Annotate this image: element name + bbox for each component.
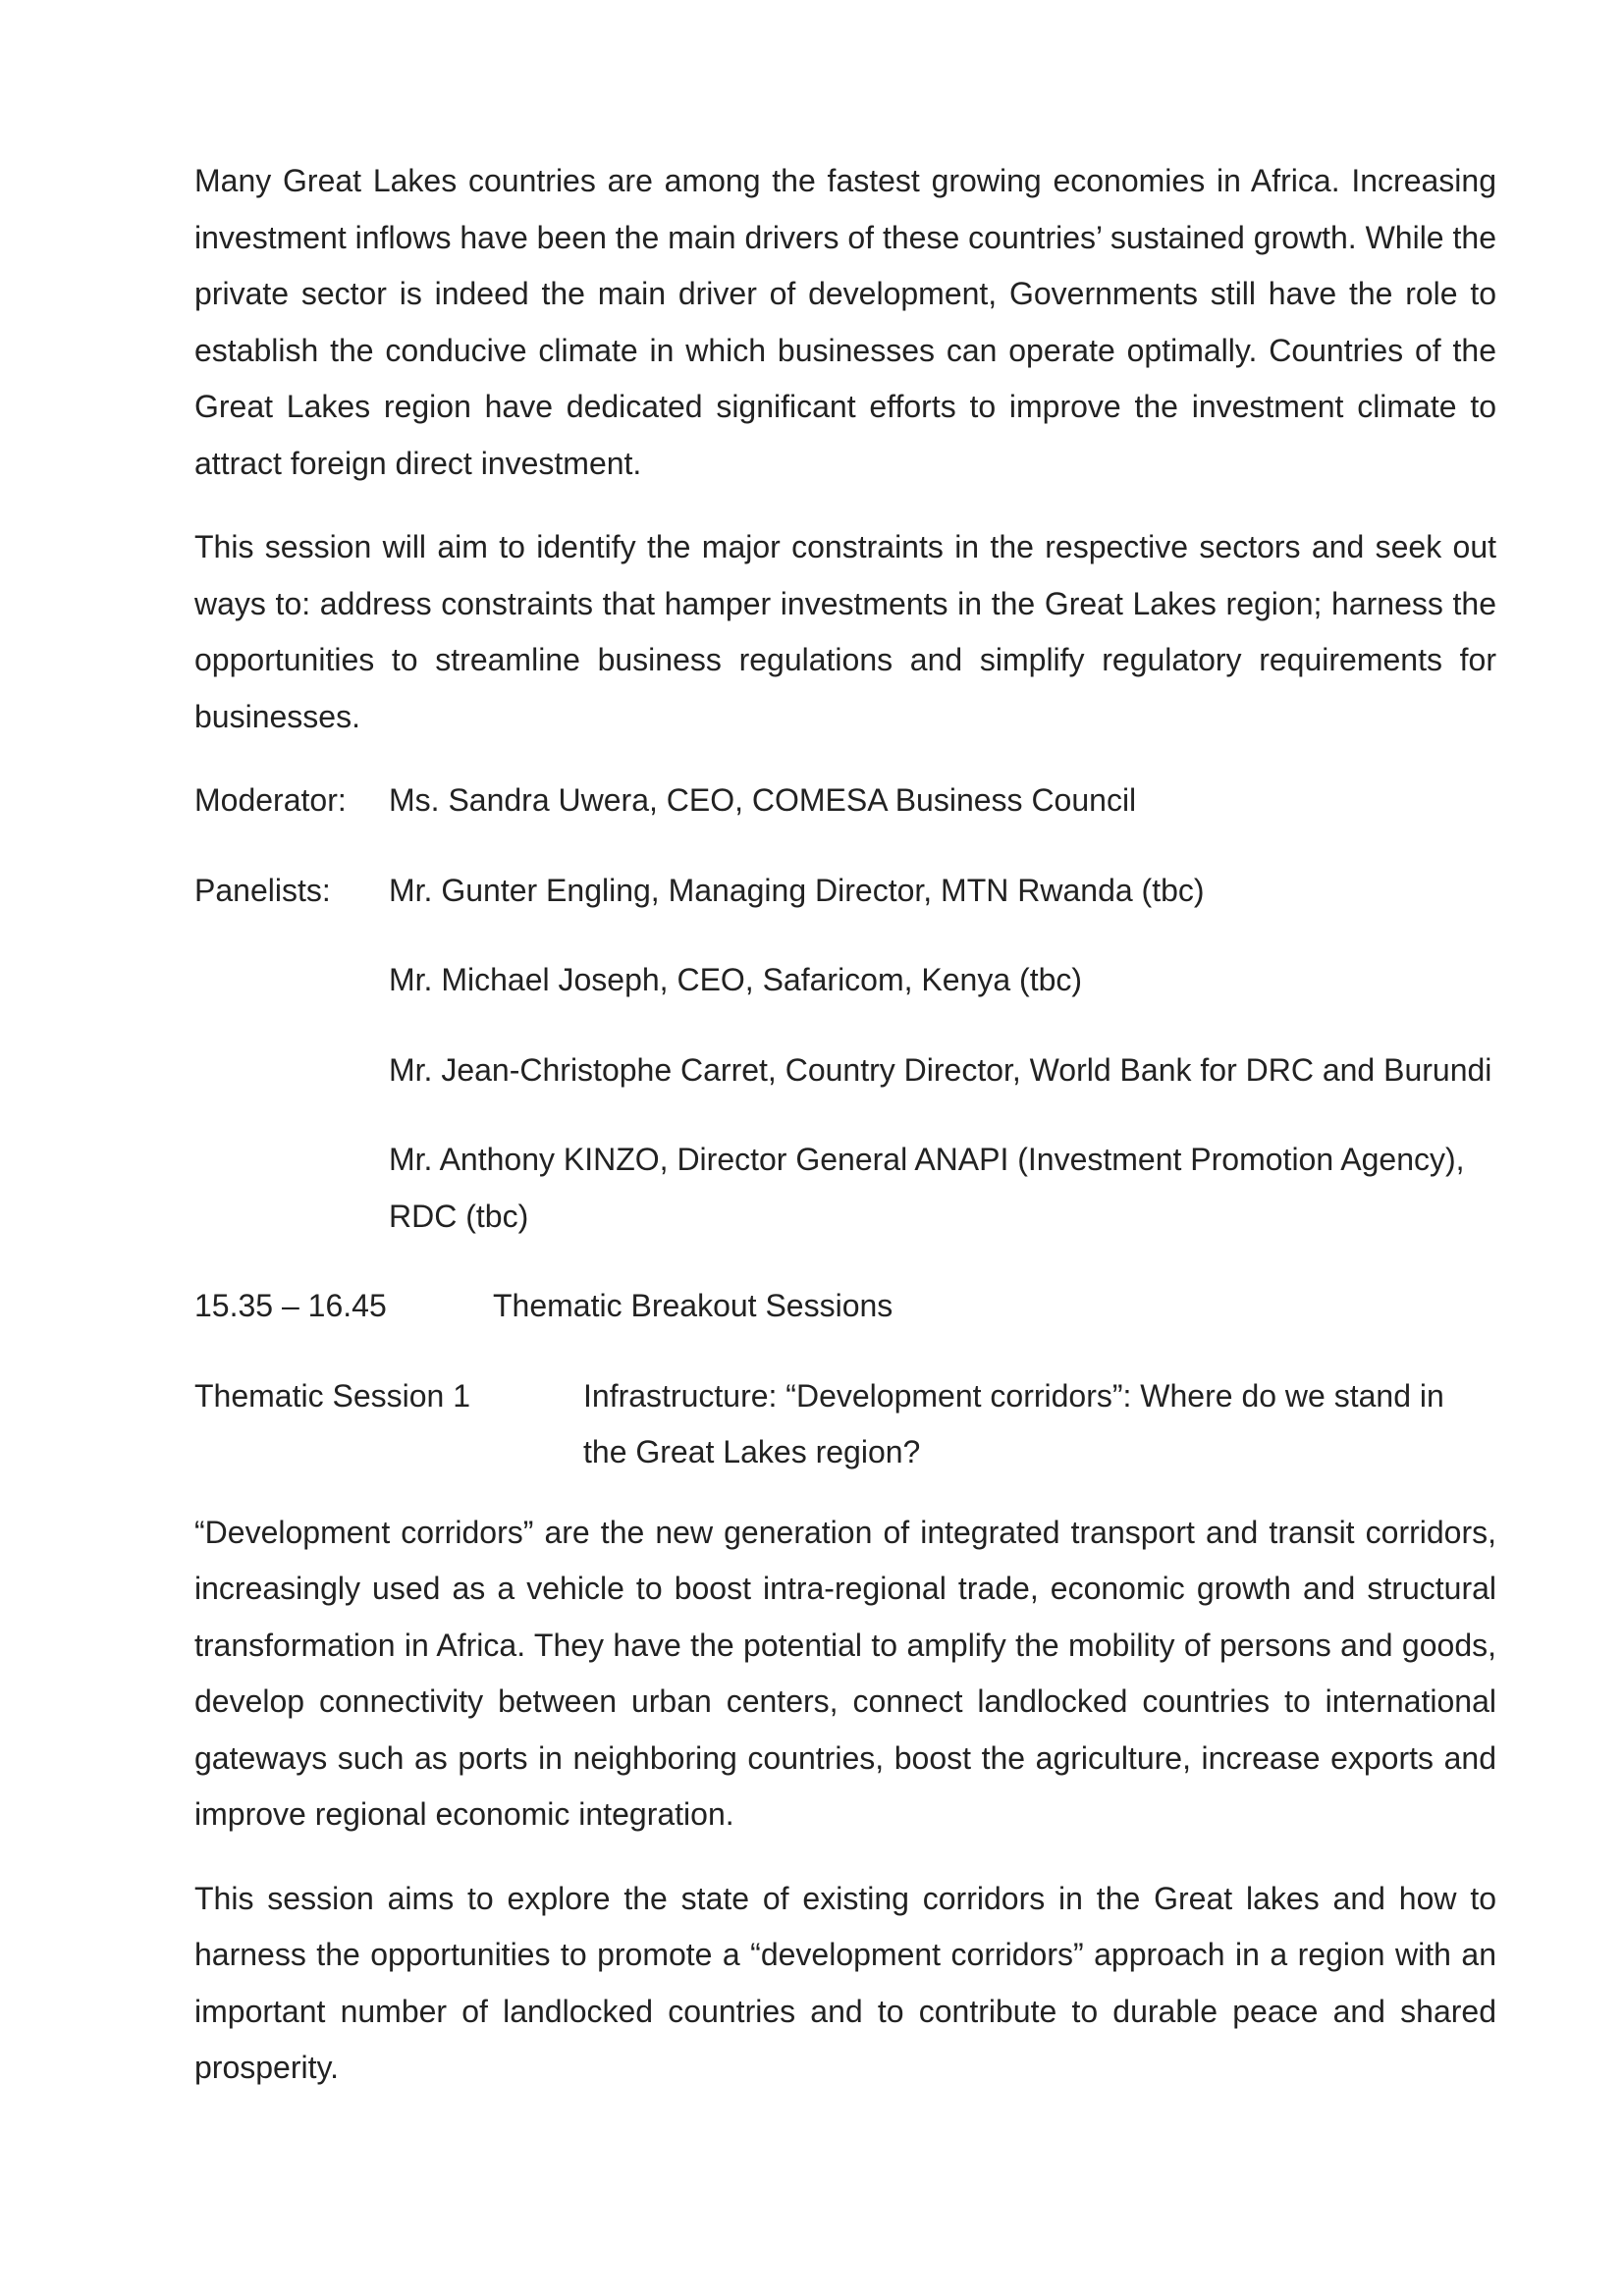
document-body — [194, 153, 1496, 2124]
session-paragraph-1: “Development corridors” are the new generation of integrated transport and transit corridors, increasingly used as a vehicle to boost intra-regional trade, economic growth and structural transformation in Africa. They have the potential to amplify the mobility of persons and goods, develop connectivity between urban centers, connect landlocked countries to international gateways such as ports in neighboring countries, boost the agriculture, increase exports and improve regional economic integration. — [194, 1514, 1496, 1832]
panelists-label: Panelists: — [194, 872, 331, 908]
thematic-session-title: Infrastructure: “Development corridors”: Where do we stand in the Great Lakes region? — [583, 1377, 1444, 1469]
breakout-title: Thematic Breakout Sessions — [493, 1288, 893, 1323]
thematic-session-label: Thematic Session 1 — [194, 1377, 471, 1414]
thematic-session-row — [194, 1368, 1496, 1481]
intro-paragraph-2: This session will aim to identify the major constraints in the respective sectors and seek out ways to: address constraints that hamper investments in the Great Lakes region; harness the opportunities to streamline business regulations and simplify regulatory requirements for businesses. — [194, 529, 1496, 734]
moderator-name: Ms. Sandra Uwera, CEO, COMESA Business Council — [389, 782, 1137, 818]
panelist-item: Mr. Jean-Christophe Carret, Country Director, World Bank for DRC and Burundi — [389, 1051, 1492, 1088]
breakout-time: 15.35 – 16.45 — [194, 1288, 387, 1323]
panelists-list-wrapper — [389, 863, 1496, 1246]
panelists-list — [389, 863, 1496, 1246]
panelist-item: Mr. Gunter Engling, Managing Director, MTN Rwanda (tbc) — [389, 872, 1205, 908]
intro-paragraph-1: Many Great Lakes countries are among the fastest growing economies in Africa. Increasing investment inflows have been the main drivers of these countries’ sustained growth. While the private sector is indeed the main driver of development, Governments still have the role to establish the conducive climate in which businesses can operate optimally. Countries of the Great Lakes region have dedicated significant efforts to improve the investment climate to attract foreign direct investment. — [194, 163, 1496, 481]
moderator-label: Moderator: — [194, 782, 347, 818]
panelist-item: Mr. Michael Joseph, CEO, Safaricom, Kenya (tbc) — [389, 962, 1083, 997]
panelist-item: Mr. Anthony KINZO, Director General ANAPI (Investment Promotion Agency), RDC (tbc) — [389, 1142, 1465, 1234]
session-paragraph-2: This session aims to explore the state of existing corridors in the Great lakes and how to harness the opportunities to promote a “development corridors” approach in a region with an important number of landlocked countries and to contribute to durable peace and shared prosperity. — [194, 1880, 1496, 2085]
breakout-row — [194, 1278, 1496, 1335]
moderator-row — [194, 773, 1496, 829]
panelists-row — [194, 863, 1496, 1246]
